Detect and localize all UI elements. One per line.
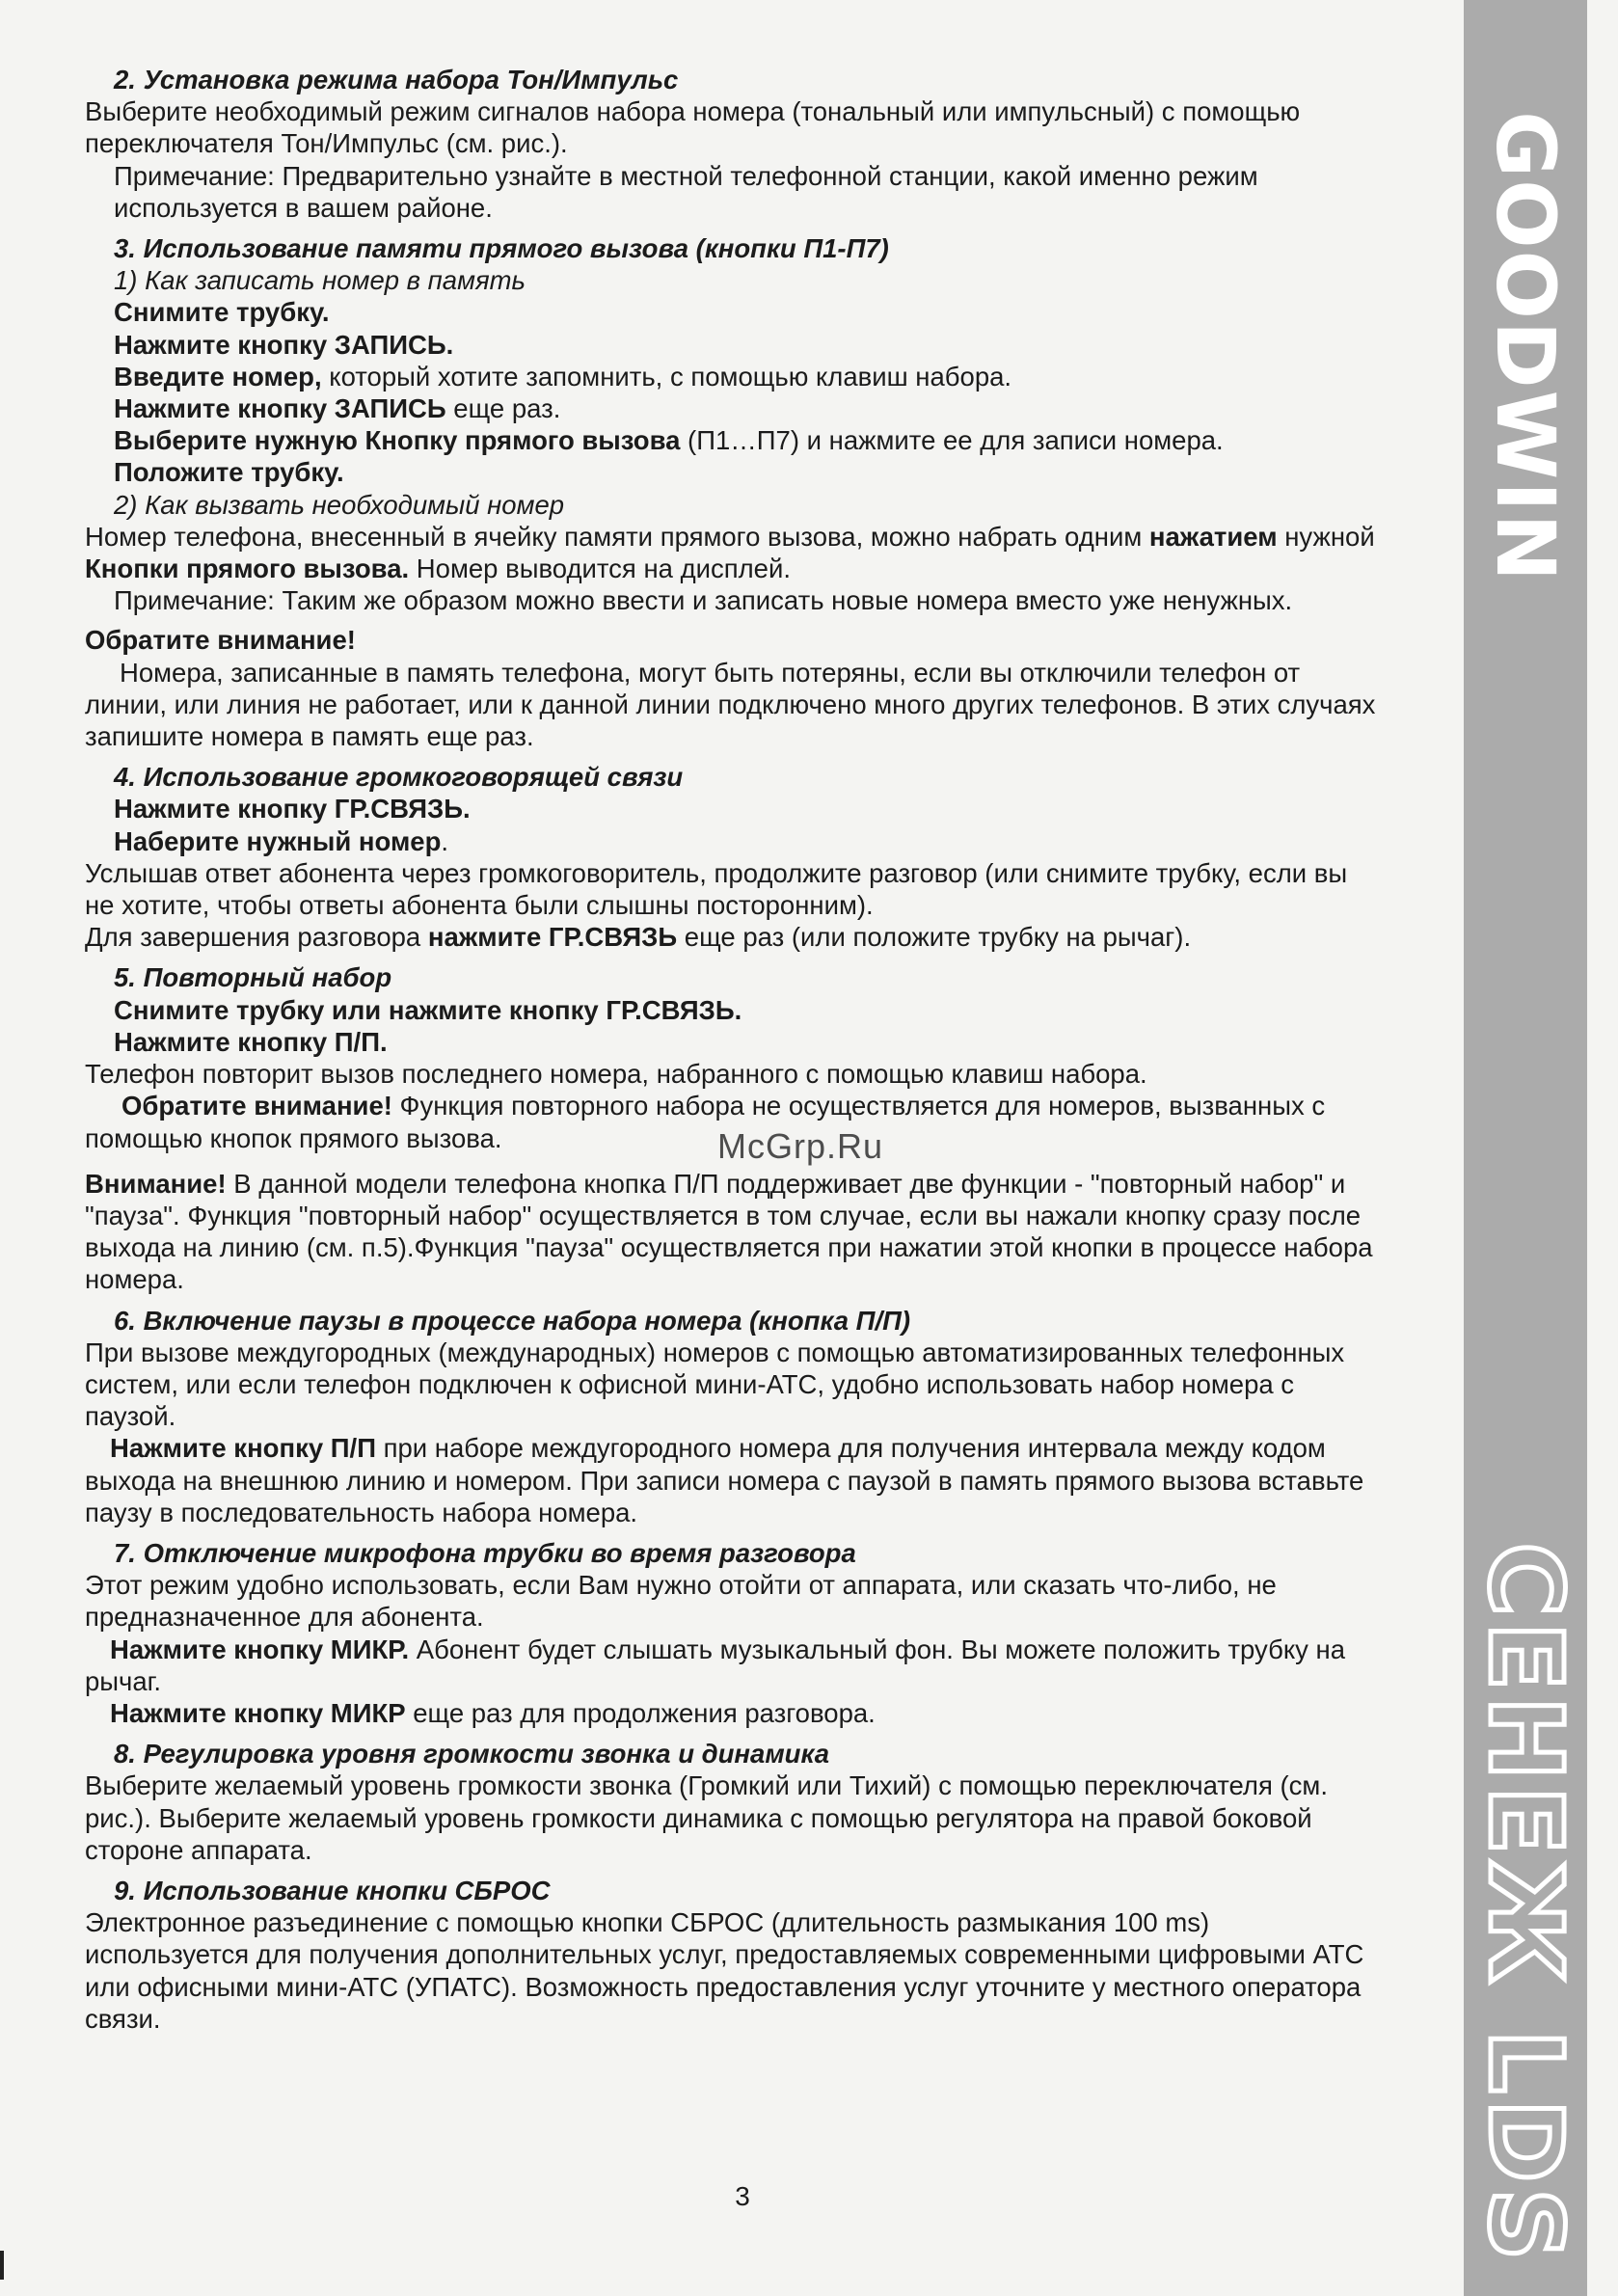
section-body: При вызове междугородных (международных) номеров с помощью автоматизированных телефонных систем, или если телефон подключен к офисной мини-АТС, удобно использовать набор номера с паузой.	[85, 1337, 1345, 1432]
section-title: 3. Использование памяти прямого вызова (кнопки П1-П7)	[114, 233, 889, 264]
step: Введите номер, который хотите запомнить, с помощью клавиш набора.	[114, 361, 1012, 392]
step: Нажмите кнопку ЗАПИСЬ еще раз.	[114, 393, 561, 424]
section-pause	[85, 1305, 1377, 1528]
section-title: 6. Включение паузы в процессе набора номера (кнопка П/П)	[114, 1305, 911, 1336]
step: Нажмите кнопку ЗАПИСЬ.	[114, 329, 454, 360]
section-mute	[85, 1537, 1377, 1729]
section-title: 5. Повторный набор	[114, 962, 392, 993]
section-reset	[85, 1875, 1377, 2035]
attention-body: Номера, записанные в память телефона, могут быть потеряны, если вы отключили телефон от линии, или линия не работает, или к данной линии подключено много других телефонов. В этих случаях запишите номера в память еще раз.	[85, 657, 1376, 752]
section-tone-pulse	[85, 64, 1377, 224]
section-body: Выберите желаемый уровень громкости звонка (Громкий или Тихий) с помощью переключателя (см. рис.). Выберите желаемый уровень громкости динамика с помощью регулятора на правой боковой стороне аппарата.	[85, 1770, 1328, 1865]
step: Положите трубку.	[114, 457, 344, 488]
page-number: 3	[735, 2181, 750, 2211]
section-memory	[85, 232, 1377, 752]
section-note: Примечание: Предварительно узнайте в местной телефонной станции, какой именно режим используется в вашем районе.	[114, 160, 1258, 223]
brand-logo-top-text: GOODWIN	[1478, 111, 1574, 583]
section-title: 7. Отключение микрофона трубки во время разговора	[114, 1537, 856, 1568]
step: Наберите нужный номер.	[114, 825, 449, 856]
subsection-title: 2) Как вызвать необходимый номер	[114, 489, 565, 520]
section-body: Телефон повторит вызов последнего номера, набранного с помощью клавиш набора.	[85, 1059, 1147, 1090]
watermark: McGrp.Ru	[717, 1126, 884, 1166]
section-title: 2. Установка режима набора Тон/Импульс	[114, 65, 679, 95]
attention-title: Обратите внимание!	[85, 625, 356, 656]
step: Снимите трубку.	[114, 297, 330, 328]
warning: Внимание! В данной модели телефона кнопка П/П поддерживает две функции - "повторный набор" и "пауза". Функция "повторный набор" осуществляется в том случае, если вы нажали кнопку сразу после выхода на линию (см. п.5).Функция "пауза" осуществляется при нажатии этой кнопки в процессе набора номера.	[85, 1168, 1373, 1295]
section-body: Электронное разъединение с помощью кнопки СБРОС (длительность размыкания 100 ms) используется для получения дополнительных услуг, предоставляемых современными цифровыми АТС или офисными мини-АТС (УПАТС). Возможность предоставления услуг уточните у местного оператора связи.	[85, 1907, 1364, 2034]
section-body: Услышав ответ абонента через громкоговоритель, продолжите разговор (или снимите трубку, если вы не хотите, чтобы ответы абонента были слышны посторонним).	[85, 857, 1348, 921]
section-body: Этот режим удобно использовать, если Вам нужно отойти от аппарата, или сказать что-либо, не предназначенное для абонента.	[85, 1570, 1277, 1633]
manual-page	[85, 64, 1377, 2043]
step: Снимите трубку или нажмите кнопку ГР.СВЯЗЬ.	[114, 994, 742, 1025]
step: Нажмите кнопку МИКР. Абонент будет слышать музыкальный фон. Вы можете положить трубку на рычаг.	[85, 1634, 1346, 1696]
brand-logo-bottom	[1467, 1542, 1584, 2267]
step: Нажмите кнопку П/П при наборе междугородного номера для получения интервала между кодом выхода на внешнюю линию и номером. При записи номера с паузой в память прямого вызова вставьте паузу в последовательность набора номера.	[85, 1433, 1364, 1527]
section-note: Примечание: Таким же образом можно ввести и записать новые номера вместо уже ненужных.	[114, 585, 1293, 616]
section-body: Для завершения разговора нажмите ГР.СВЯЗЬ еще раз (или положите трубку на рычаг).	[85, 922, 1192, 953]
section-title: 4. Использование громкоговорящей связи	[114, 762, 684, 793]
attention: Обратите внимание! Функция повторного набора не осуществляется для номеров, вызванных с помощью кнопок прямого вызова.	[85, 1091, 1326, 1153]
section-title: 9. Использование кнопки СБРОС	[114, 1875, 551, 1905]
subsection-title: 1) Как записать номер в память	[114, 265, 526, 296]
section-body: Номер телефона, внесенный в ячейку памяти прямого вызова, можно набрать одним нажатием нужной Кнопки прямого вызова. Номер выводится на дисплей.	[85, 521, 1375, 584]
section-speakerphone	[85, 761, 1377, 953]
section-title: 8. Регулировка уровня громкости звонка и динамика	[114, 1739, 830, 1769]
section-volume	[85, 1738, 1377, 1866]
step: Выберите нужную Кнопку прямого вызова (П1…П7) и нажмите ее для записи номера.	[114, 425, 1224, 456]
step: Нажмите кнопку ГР.СВЯЗЬ.	[114, 794, 471, 824]
brand-logo-top	[1470, 111, 1581, 583]
brand-logo-bottom-text: СЕНЕЖ LDS	[1467, 1542, 1584, 2267]
section-body: Выберите необходимый режим сигналов набора номера (тональный или импульсный) с помощью переключателя Тон/Импульс (см. рис.).	[85, 96, 1301, 159]
scan-corner-mark	[0, 2251, 4, 2280]
step: Нажмите кнопку МИКР еще раз для продолжения разговора.	[110, 1697, 876, 1728]
step: Нажмите кнопку П/П.	[114, 1026, 388, 1057]
